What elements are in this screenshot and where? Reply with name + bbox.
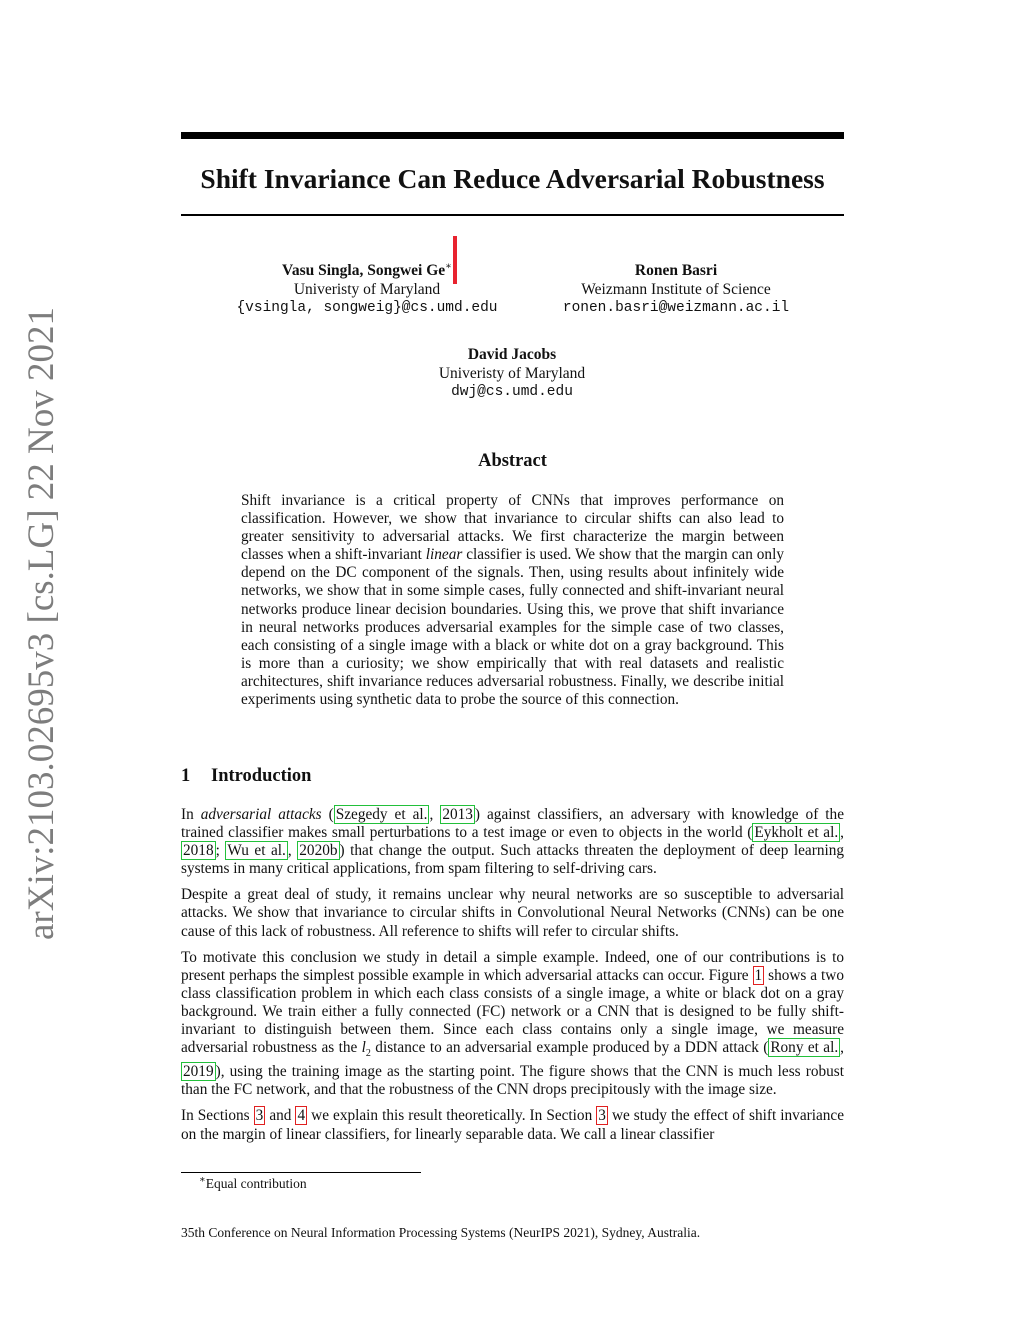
paper-title: Shift Invariance Can Reduce Adversarial Robustness	[200, 163, 825, 194]
section-title: Introduction	[211, 766, 312, 786]
title-bottom-rule	[181, 214, 844, 216]
author-affiliation-2: Weizmann Institute of Science	[581, 280, 771, 298]
intro-paragraph-1: In adversarial attacks ( Szegedy et al. , 2013 ) against classifiers, an adversary with knowledge of the trained classifier makes small perturbations to a test image or even to objects in the world ( Eykholt et al. , 2018 ; Wu et al. , 2020b ) that change the output. Such attacks threaten the deployment of deep learning systems in many critical applications, from spam filtering to self-driving cars.	[181, 806, 845, 878]
author-email-2[interactable]: ronen.basri@weizmann.ac.il	[562, 300, 790, 316]
equal-contribution-mark: ∗	[445, 260, 452, 272]
abstract-body: Shift invariance is a critical property of CNNs that improves performance on classification. However, we show that invariance to circular shifts can also lead to greater sensitivity to adversarial attacks. We first characterize the margin between classes when a shift-invariant linear classifier is used. We show that the margin can only depend on the DC component of the signals. Then, using results about infinitely wide networks, we show that in some simple cases, fully connected and shift-invariant neural networks produce linear decision boundaries. Using this, we prove that shift invariance in neural networks produces adversarial examples for the simple case of two classes, each consisting of a single image with a black or white dot on a gray background. This is more than a curiosity; we show empirically that with real datasets and realistic architectures, shift invariance reduces adversarial robustness. Finally, we describe initial experiments using synthetic data to probe the source of this connection.	[241, 492, 784, 709]
citation-link[interactable]: Szegedy et al.	[335, 806, 428, 823]
author-email-3[interactable]: dwj@cs.umd.edu	[451, 384, 573, 400]
citation-link[interactable]: 2020b	[299, 842, 338, 860]
abstract-heading: Abstract	[478, 451, 547, 471]
footnote	[199, 1176, 307, 1192]
text-cursor-marker	[453, 236, 457, 284]
citation-link[interactable]: Eykholt et al.	[754, 824, 839, 842]
citation-link[interactable]: 2018	[183, 842, 214, 860]
citation-link[interactable]: Rony et al.	[770, 1039, 839, 1057]
title-top-rule	[181, 132, 844, 139]
section-reference-link[interactable]: 3	[598, 1107, 606, 1125]
author-name-2: Ronen Basri	[634, 262, 718, 279]
footnote-mark: ∗	[199, 1174, 206, 1186]
author-name-1: Vasu Singla, Songwei Ge∗	[282, 260, 452, 279]
intro-paragraph-3: To motivate this conclusion we study in detail a simple example. Indeed, one of our contributions is to present perhaps the simplest possible example in which adversarial attacks can occur. Figure 1 shows a two class classification problem in which each class consists of a single image, a white or black dot on a gray background. We train either a fully connected (FC) network or a CNN that is designed to be fully shift-invariant to distinguish between them. Since each class contains only a single image, we measure adversarial robustness as the $l_2$ distance to an adversarial example produced by a DDN attack ( Rony et al. , 2019 ), using the training image as the starting point. The figure shows that the CNN is much less robust than the FC network, and that the robustness of the CNN drops precipitously with the image size.	[181, 948, 844, 1099]
intro-paragraph-4: In Sections 3 and 4 we explain this result theoretically. In Section 3 we study the effect of shift invariance on the margin of linear classifiers, for linearly separable data. We call a linear classifier	[181, 1107, 844, 1143]
intro-paragraph-2: Despite a great deal of study, it remains unclear why neural networks are so susceptible to adversarial attacks. We show that invariance to circular shifts in Convolutional Neural Networks (CNNs) can be one cause of this lack of robustness. All reference to shifts will refer to circular shifts.	[181, 886, 844, 940]
citation-link[interactable]: Wu et al.	[227, 842, 286, 860]
citation-link[interactable]: 2019	[183, 1063, 214, 1081]
footnote-text: Equal contribution	[205, 1176, 307, 1191]
author-block-1	[214, 262, 520, 318]
introduction-body	[181, 806, 844, 1152]
arxiv-side-stamp: arXiv:2103.02695v3 [cs.LG] 22 Nov 2021	[21, 306, 62, 940]
author-name-3: David Jacobs	[467, 346, 557, 363]
author-block-3	[362, 346, 662, 402]
math-l2: $l_2$	[361, 1039, 371, 1060]
conference-footer: 35th Conference on Neural Information Processing Systems (NeurIPS 2021), Sydney, Australia.	[181, 1225, 701, 1240]
figure-reference-link[interactable]: 1	[754, 966, 763, 984]
author-affiliation-1: Univeristy of Maryland	[293, 280, 441, 298]
section-reference-link[interactable]: 4	[297, 1107, 306, 1125]
author-block-2	[540, 262, 812, 318]
section-number: 1	[181, 766, 191, 786]
section-heading-introduction	[181, 765, 311, 787]
footnote-rule	[181, 1172, 421, 1173]
citation-link[interactable]: 2013	[442, 806, 473, 823]
author-affiliation-3: Univeristy of Maryland	[438, 364, 586, 382]
author-email-1[interactable]: {vsingla, songweig}@cs.umd.edu	[236, 300, 498, 316]
section-reference-link[interactable]: 3	[255, 1107, 264, 1125]
